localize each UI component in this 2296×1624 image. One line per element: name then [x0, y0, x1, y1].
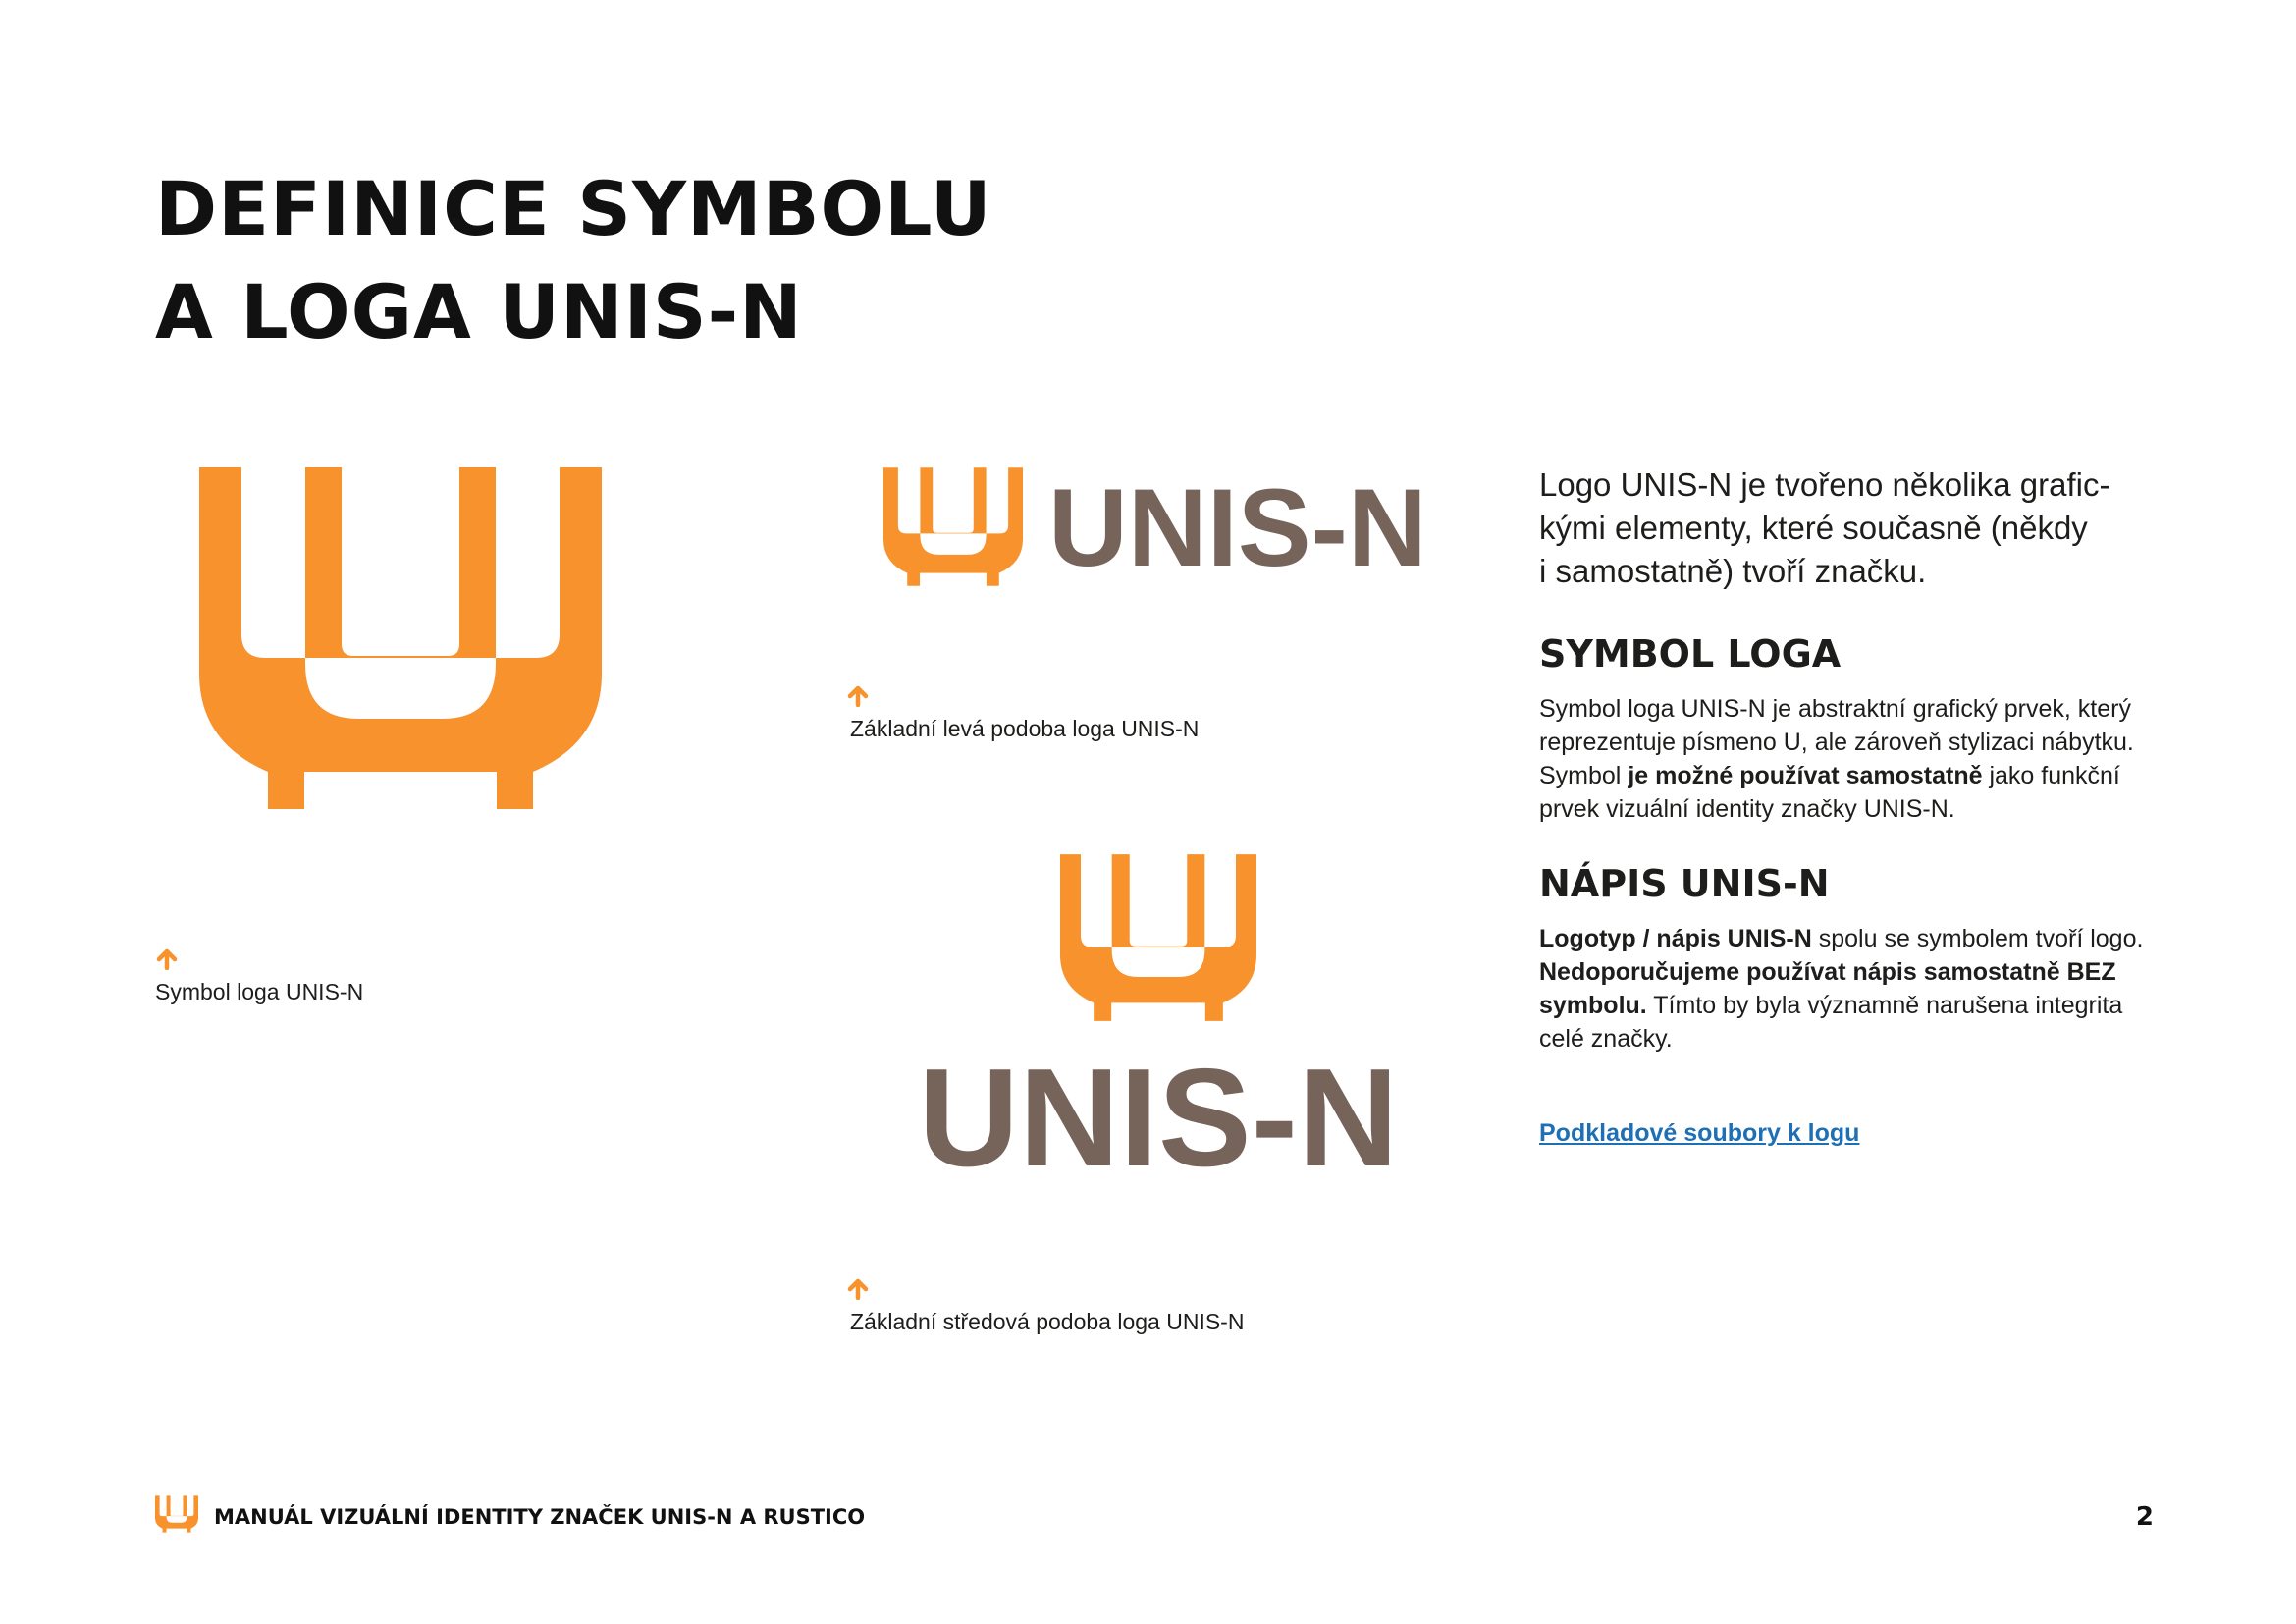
symbol-section-heading: SYMBOL LOGA [1539, 632, 1842, 676]
logo-left-version [883, 467, 1443, 589]
bold-text-run: Nedoporučujeme používat nápis samostatně BEZ [1539, 958, 2116, 986]
text-run: Tímto by byla významně narušena integrita [1646, 992, 2123, 1019]
page-number: 2 [2135, 1502, 2154, 1532]
unis-n-symbol-icon [1060, 854, 1256, 1021]
arrow-up-icon [155, 948, 179, 970]
bold-text-run: Logotyp / nápis UNIS-N [1539, 925, 1812, 952]
paragraph-line: prvek vizuální identity značky UNIS-N. [1539, 795, 1955, 823]
napis-section-heading: NÁPIS UNIS-N [1539, 862, 1830, 905]
intro-line: kými elementy, které současně (někdy [1539, 510, 2088, 546]
logo-left-wordmark: UNIS-N [1048, 466, 1427, 589]
paragraph-line [1539, 989, 2167, 1022]
text-run: jako funkční [1982, 762, 2120, 789]
paragraph-line [1539, 922, 2167, 955]
paragraph-line [1539, 955, 2167, 989]
arrow-up-icon [846, 685, 870, 707]
paragraph-line [1539, 759, 2167, 792]
center-logo-caption: Základní středová podoba loga UNIS-N [850, 1309, 1245, 1334]
intro-paragraph [1539, 463, 2167, 593]
text-run: spolu se symbolem tvoří logo. [1811, 925, 2144, 952]
left-logo-caption: Základní levá podoba loga UNIS-N [850, 716, 1200, 741]
symbol-section-paragraph [1539, 692, 2167, 826]
arrow-up-icon [846, 1278, 870, 1300]
unis-n-symbol-large-icon [199, 467, 602, 809]
bold-text-run: je možné používat samostatně [1628, 762, 1983, 789]
intro-line: i samostatně) tvoří značku. [1539, 553, 1927, 589]
logo-center-wordmark: UNIS-N [918, 1040, 1399, 1196]
text-run: Symbol [1539, 762, 1629, 789]
footer-logo-icon [155, 1495, 198, 1533]
paragraph-line: Symbol loga UNIS-N je abstraktní grafický prvek, který [1539, 695, 2131, 723]
page-title-line-2: A LOGA UNIS-N [155, 268, 803, 355]
logo-files-link[interactable]: Podkladové soubory k logu [1539, 1119, 1860, 1147]
footer-title: MANUÁL VIZUÁLNÍ IDENTITY ZNAČEK UNIS-N A RUSTICO [214, 1505, 866, 1529]
symbol-caption: Symbol loga UNIS-N [155, 979, 364, 1004]
intro-line: Logo UNIS-N je tvořeno několika grafic- [1539, 466, 2110, 503]
napis-section-paragraph [1539, 922, 2167, 1056]
paragraph-line: reprezentuje písmeno U, ale zároveň stylizaci nábytku. [1539, 729, 2134, 756]
bold-text-run: symbolu. [1539, 992, 1647, 1019]
paragraph-line: celé značky. [1539, 1025, 1673, 1053]
logo-center-version [883, 854, 1433, 1196]
unis-n-symbol-icon [883, 467, 1023, 586]
page-title [155, 157, 992, 363]
page-title-line-1: DEFINICE SYMBOLU [155, 165, 992, 252]
